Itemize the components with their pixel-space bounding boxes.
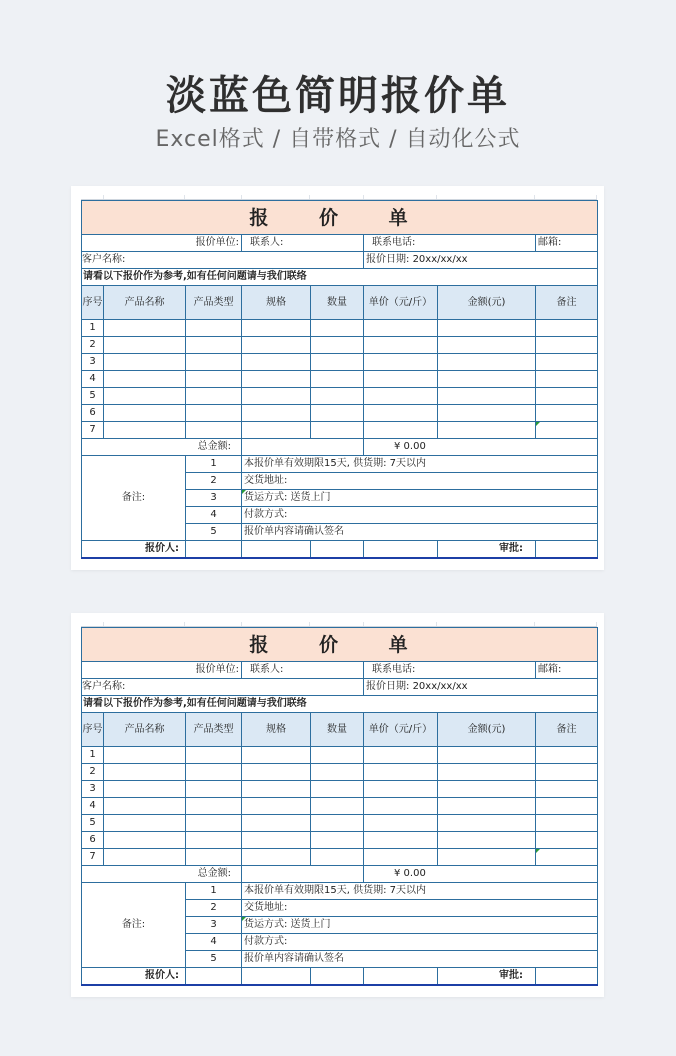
- table-cell[interactable]: [311, 320, 364, 337]
- table-cell[interactable]: [311, 798, 364, 815]
- table-cell[interactable]: [186, 320, 242, 337]
- total-label: 总金额:: [82, 439, 242, 456]
- table-row: [82, 405, 598, 422]
- col-header: 数量: [311, 286, 364, 320]
- table-cell[interactable]: [104, 354, 186, 371]
- table-cell[interactable]: [536, 422, 598, 439]
- quoter-value: [186, 968, 242, 986]
- table-cell[interactable]: [438, 405, 536, 422]
- table-cell[interactable]: [311, 371, 364, 388]
- remark-number: 4: [186, 934, 242, 951]
- quoter-label: 报价人:: [82, 968, 186, 986]
- remark-number: 5: [186, 951, 242, 968]
- table-cell[interactable]: [242, 747, 311, 764]
- date-label: 报价日期:: [366, 254, 410, 265]
- quote-sheet-preview: [71, 186, 604, 570]
- table-cell[interactable]: [536, 764, 598, 781]
- table-cell[interactable]: [242, 422, 311, 439]
- table-cell[interactable]: [536, 798, 598, 815]
- table-row: [82, 832, 598, 849]
- table-row: [82, 371, 598, 388]
- table-cell[interactable]: [104, 764, 186, 781]
- remark-text: 货运方式: 送货上门: [242, 917, 598, 934]
- contact-label: 联系人:: [242, 662, 364, 679]
- row-number: 3: [82, 354, 104, 371]
- table-cell[interactable]: [186, 422, 242, 439]
- quote-date: [364, 252, 598, 269]
- table-cell[interactable]: [104, 832, 186, 849]
- table-row: [82, 781, 598, 798]
- blank-cell: [242, 541, 311, 559]
- remark-number: 2: [186, 473, 242, 490]
- remark-number: 1: [186, 883, 242, 900]
- table-cell[interactable]: [104, 815, 186, 832]
- table-cell[interactable]: [536, 832, 598, 849]
- sheet-title: 报 价 单: [82, 628, 598, 662]
- table-cell[interactable]: [104, 337, 186, 354]
- row-number: 1: [82, 747, 104, 764]
- row-number: 2: [82, 764, 104, 781]
- row-number: 6: [82, 832, 104, 849]
- page-subtitle: Excel格式 / 自带格式 / 自动化公式: [155, 127, 521, 152]
- table-cell[interactable]: [186, 337, 242, 354]
- table-row: [82, 815, 598, 832]
- table-cell[interactable]: [536, 747, 598, 764]
- table-cell[interactable]: [438, 849, 536, 866]
- table-row: [82, 849, 598, 866]
- table-cell[interactable]: [186, 405, 242, 422]
- table-cell[interactable]: [364, 422, 438, 439]
- table-cell[interactable]: [104, 422, 186, 439]
- item-rows: [82, 747, 598, 866]
- quote-date: [364, 679, 598, 696]
- table-cell[interactable]: [438, 832, 536, 849]
- item-rows: [82, 320, 598, 439]
- table-cell[interactable]: [186, 849, 242, 866]
- table-cell[interactable]: [438, 747, 536, 764]
- table-cell[interactable]: [242, 320, 311, 337]
- contact-label: 联系人:: [242, 235, 364, 252]
- table-cell[interactable]: [311, 354, 364, 371]
- table-cell[interactable]: [186, 781, 242, 798]
- table-row: [82, 422, 598, 439]
- table-header-row: [82, 713, 598, 747]
- remark-text: 报价单内容请确认签名: [242, 951, 598, 968]
- remark-text: 报价单内容请确认签名: [242, 524, 598, 541]
- col-header: 序号: [82, 286, 104, 320]
- remark-number: 2: [186, 900, 242, 917]
- col-header: 产品名称: [104, 286, 186, 320]
- remark-number: 3: [186, 490, 242, 507]
- table-row: [82, 764, 598, 781]
- table-cell[interactable]: [242, 371, 311, 388]
- quote-table: [81, 627, 598, 986]
- table-row: [82, 798, 598, 815]
- table-cell[interactable]: [104, 781, 186, 798]
- table-cell[interactable]: [311, 832, 364, 849]
- table-cell[interactable]: [438, 371, 536, 388]
- table-cell[interactable]: [364, 832, 438, 849]
- approver-label: 审批:: [438, 541, 536, 559]
- row-number: 5: [82, 388, 104, 405]
- table-cell[interactable]: [186, 747, 242, 764]
- table-cell[interactable]: [438, 764, 536, 781]
- table-cell[interactable]: [364, 747, 438, 764]
- table-cell[interactable]: [364, 764, 438, 781]
- sheet-title: 报 价 单: [82, 201, 598, 235]
- table-cell[interactable]: [364, 337, 438, 354]
- remark-number: 5: [186, 524, 242, 541]
- col-header: 产品类型: [186, 286, 242, 320]
- date-label: 报价日期:: [366, 681, 410, 692]
- blank-cell: [311, 541, 364, 559]
- remark-number: 3: [186, 917, 242, 934]
- table-cell[interactable]: [438, 422, 536, 439]
- row-number: 4: [82, 371, 104, 388]
- quoter-label: 报价人:: [82, 541, 186, 559]
- total-label: 总金额:: [82, 866, 242, 883]
- remark-text: 付款方式:: [242, 507, 598, 524]
- table-cell[interactable]: [311, 849, 364, 866]
- table-cell[interactable]: [536, 849, 598, 866]
- quote-unit-label: 报价单位:: [82, 662, 242, 679]
- table-cell[interactable]: [364, 320, 438, 337]
- table-cell[interactable]: [186, 798, 242, 815]
- col-header: 金额(元): [438, 286, 536, 320]
- email-label: 邮箱:: [536, 662, 598, 679]
- col-header: 规格: [242, 713, 311, 747]
- table-cell[interactable]: [536, 337, 598, 354]
- table-row: [82, 388, 598, 405]
- table-cell[interactable]: [311, 388, 364, 405]
- col-header: 单价（元/斤）: [364, 713, 438, 747]
- col-header: 序号: [82, 713, 104, 747]
- col-header: 单价（元/斤）: [364, 286, 438, 320]
- table-cell[interactable]: [104, 388, 186, 405]
- table-cell[interactable]: [438, 815, 536, 832]
- row-number: 1: [82, 320, 104, 337]
- table-row: [82, 320, 598, 337]
- table-cell[interactable]: [536, 354, 598, 371]
- blank-cell: [311, 968, 364, 986]
- row-number: 5: [82, 815, 104, 832]
- col-header: 金额(元): [438, 713, 536, 747]
- col-header: 规格: [242, 286, 311, 320]
- table-cell[interactable]: [104, 371, 186, 388]
- quote-unit-label: 报价单位:: [82, 235, 242, 252]
- remark-text: 本报价单有效期限15天, 供货期: 7天以内: [242, 456, 598, 473]
- table-row: [82, 747, 598, 764]
- table-cell[interactable]: [242, 849, 311, 866]
- table-cell[interactable]: [536, 815, 598, 832]
- table-cell[interactable]: [536, 781, 598, 798]
- table-cell[interactable]: [311, 747, 364, 764]
- table-cell[interactable]: [536, 320, 598, 337]
- table-cell[interactable]: [438, 388, 536, 405]
- quote-sheet-preview: [71, 613, 604, 997]
- quote-table: [81, 200, 598, 559]
- table-cell[interactable]: [104, 798, 186, 815]
- customer-label: 客户名称:: [82, 252, 364, 269]
- blank-cell: [364, 541, 438, 559]
- table-cell[interactable]: [438, 320, 536, 337]
- row-number: 2: [82, 337, 104, 354]
- blank-cell: [364, 968, 438, 986]
- table-cell[interactable]: [104, 405, 186, 422]
- table-cell[interactable]: [242, 815, 311, 832]
- row-number: 6: [82, 405, 104, 422]
- remark-text: 本报价单有效期限15天, 供货期: 7天以内: [242, 883, 598, 900]
- row-number: 4: [82, 798, 104, 815]
- email-label: 邮箱:: [536, 235, 598, 252]
- table-cell[interactable]: [104, 747, 186, 764]
- table-cell[interactable]: [311, 764, 364, 781]
- total-value: ¥ 0.00: [364, 866, 598, 883]
- table-cell[interactable]: [186, 815, 242, 832]
- table-cell[interactable]: [438, 781, 536, 798]
- table-cell[interactable]: [311, 405, 364, 422]
- date-value: 20xx/xx/xx: [412, 681, 468, 692]
- table-cell[interactable]: [536, 405, 598, 422]
- col-header: 数量: [311, 713, 364, 747]
- table-cell[interactable]: [438, 337, 536, 354]
- table-cell[interactable]: [536, 388, 598, 405]
- approver-value: [536, 968, 598, 986]
- table-cell[interactable]: [186, 832, 242, 849]
- quoter-value: [186, 541, 242, 559]
- remark-text: 货运方式: 送货上门: [242, 490, 598, 507]
- table-cell[interactable]: [311, 337, 364, 354]
- table-cell[interactable]: [186, 354, 242, 371]
- total-value: ¥ 0.00: [364, 439, 598, 456]
- spreadsheet: [81, 195, 597, 559]
- date-value: 20xx/xx/xx: [412, 254, 468, 265]
- col-header: 备注: [536, 286, 598, 320]
- phone-label: 联系电话:: [364, 662, 536, 679]
- remarks-label: 备注:: [82, 456, 186, 541]
- table-cell[interactable]: [242, 388, 311, 405]
- approver-value: [536, 541, 598, 559]
- table-cell[interactable]: [242, 337, 311, 354]
- table-cell[interactable]: [438, 798, 536, 815]
- table-cell[interactable]: [104, 849, 186, 866]
- col-header: 备注: [536, 713, 598, 747]
- notice-text: 请看以下报价作为参考,如有任何问题请与我们联络: [82, 269, 598, 286]
- table-cell[interactable]: [186, 764, 242, 781]
- table-header-row: [82, 286, 598, 320]
- table-cell[interactable]: [364, 371, 438, 388]
- phone-label: 联系电话:: [364, 235, 536, 252]
- table-cell[interactable]: [364, 798, 438, 815]
- page-title: 淡蓝色简明报价单: [166, 73, 510, 119]
- row-number: 3: [82, 781, 104, 798]
- customer-label: 客户名称:: [82, 679, 364, 696]
- approver-label: 审批:: [438, 968, 536, 986]
- table-cell[interactable]: [242, 832, 311, 849]
- remark-text: 付款方式:: [242, 934, 598, 951]
- remark-text: 交货地址:: [242, 900, 598, 917]
- table-cell[interactable]: [438, 354, 536, 371]
- table-cell[interactable]: [311, 815, 364, 832]
- table-cell[interactable]: [364, 388, 438, 405]
- table-cell[interactable]: [242, 405, 311, 422]
- table-cell[interactable]: [536, 371, 598, 388]
- notice-text: 请看以下报价作为参考,如有任何问题请与我们联络: [82, 696, 598, 713]
- row-number: 7: [82, 422, 104, 439]
- table-cell[interactable]: [364, 815, 438, 832]
- remark-number: 1: [186, 456, 242, 473]
- table-cell[interactable]: [364, 354, 438, 371]
- table-row: [82, 337, 598, 354]
- total-spacer: [242, 439, 364, 456]
- spreadsheet: [81, 622, 597, 986]
- table-cell[interactable]: [186, 371, 242, 388]
- remark-number: 4: [186, 507, 242, 524]
- remarks-label: 备注:: [82, 883, 186, 968]
- table-cell[interactable]: [364, 405, 438, 422]
- table-cell[interactable]: [364, 781, 438, 798]
- table-cell[interactable]: [104, 320, 186, 337]
- col-header: 产品类型: [186, 713, 242, 747]
- table-cell[interactable]: [242, 798, 311, 815]
- row-number: 7: [82, 849, 104, 866]
- remark-text: 交货地址:: [242, 473, 598, 490]
- table-cell[interactable]: [364, 849, 438, 866]
- table-row: [82, 354, 598, 371]
- table-cell[interactable]: [242, 354, 311, 371]
- blank-cell: [242, 968, 311, 986]
- table-cell[interactable]: [311, 781, 364, 798]
- total-spacer: [242, 866, 364, 883]
- col-header: 产品名称: [104, 713, 186, 747]
- table-cell[interactable]: [311, 422, 364, 439]
- table-cell[interactable]: [242, 781, 311, 798]
- table-cell[interactable]: [242, 764, 311, 781]
- table-cell[interactable]: [186, 388, 242, 405]
